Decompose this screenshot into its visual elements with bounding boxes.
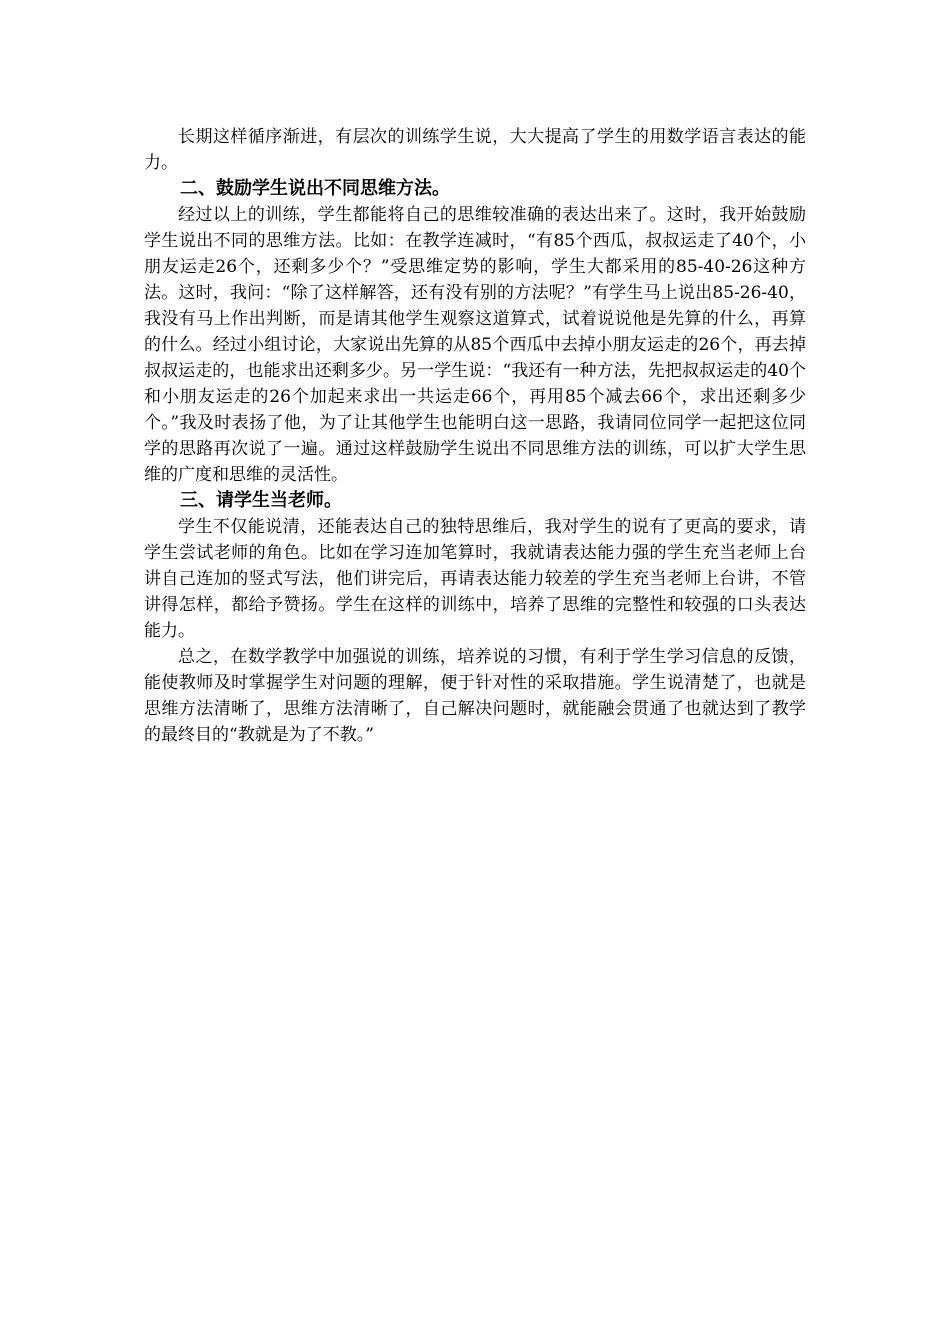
section-three-paragraph: 学生不仅能说清，还能表达自己的独特思维后，我对学生的说有了更高的要求，请学生尝试老师的角色。比如在学习连加笔算时，我就请表达能力强的学生充当老师上台讲自己连加的竖式写法，他们讲完后，再请表达能力较差的学生充当老师上台讲，不管讲得怎样，都给予赞扬。学生在这样的训练中，培养了思维的完整性和较强的口头表达能力。 (144, 517, 806, 641)
intro-paragraph: 长期这样循序渐进，有层次的训练学生说，大大提高了学生的用数学语言表达的能力。 (144, 127, 806, 173)
section-heading-three: 三、请学生当老师。 (180, 490, 342, 511)
conclusion-paragraph: 总之，在数学教学中加强说的训练，培养说的习惯，有利于学生学习信息的反馈，能使教师及时掌握学生对问题的理解，便于针对性的采取措施。学生说清楚了，也就是思维方法清晰了，思维方法清晰了，自己解决问题时，就能融会贯通了也就达到了教学的最终目的“教就是为了不教。” (144, 647, 806, 745)
section-heading-two: 二、鼓励学生说出不同思维方法。 (180, 178, 450, 199)
section-two-paragraph: 经过以上的训练，学生都能将自己的思维较准确的表达出来了。这时，我开始鼓励学生说出不同的思维方法。比如：在教学连减时，“有85个西瓜，叔叔运走了40个，小朋友运走26个，还剩多少个？”受思维定势的影响，学生大都采用的85-40-26这种方法。这时，我问：“除了这样解答，还有没有别的方法呢？”有学生马上说出85-26-40，我没有马上作出判断，而是请其他学生观察这道算式，试着说说他是先算的什么，再算的什么。经过小组讨论，大家说出先算的从85个西瓜中去掉小朋友运走的26个，再去掉叔叔运走的，也能求出还剩多少。另一学生说：“我还有一种方法，先把叔叔运走的40个和小朋友运走的26个加起来求出一共运走66个，再用85个减去66个，求出还剩多少个。”我及时表扬了他，为了让其他学生也能明白这一思路，我请同位同学一起把这位同学的思路再次说了一遍。通过这样鼓励学生说出不同思维方法的训练，可以扩大学生思维的广度和思维的灵活性。 (144, 205, 806, 485)
document-body (144, 124, 806, 748)
